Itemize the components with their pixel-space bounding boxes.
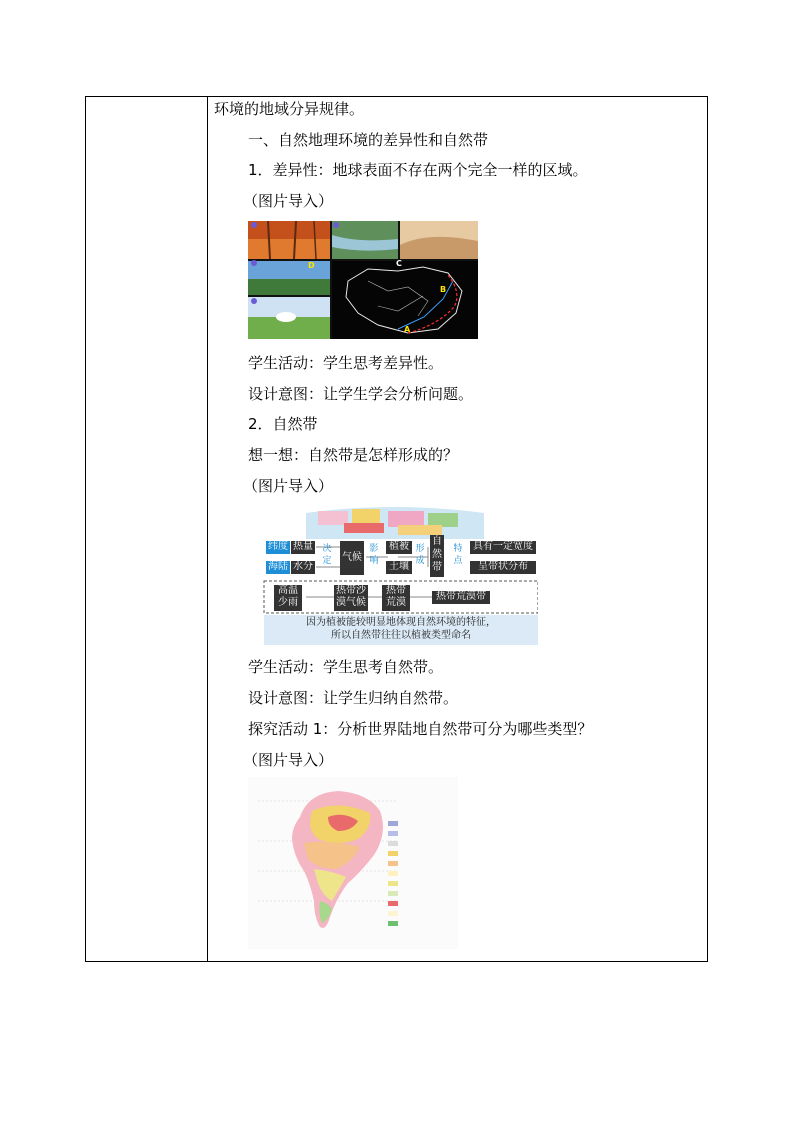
- node-land-sea: 海陆: [268, 561, 288, 572]
- text-line: 环境的地域分异规律。: [214, 100, 365, 118]
- text-line: （图片导入）: [243, 477, 334, 495]
- label-decide: 决定: [322, 544, 332, 566]
- node-hot-dry: 高温少雨: [274, 585, 302, 611]
- text-line: 想一想：自然带是怎样形成的？: [248, 446, 459, 464]
- map-label-b: B: [440, 285, 447, 294]
- label-feature: 特点: [453, 544, 463, 566]
- text-line: 探究活动 1：分析世界陆地自然带可分为哪些类型？: [248, 720, 593, 738]
- caption-line-1: 因为植被能较明显地体现自然环境的特征，: [306, 617, 496, 628]
- node-latitude: 纬度: [268, 541, 288, 552]
- text-line: （图片导入）: [243, 751, 334, 769]
- text-line: 1．差异性：地球表面不存在两个完全一样的区域。: [248, 161, 588, 179]
- text-line: 学生活动：学生思考自然带。: [248, 658, 444, 676]
- text-line: 设计意图：让学生归纳自然带。: [248, 689, 459, 707]
- node-soil: 土壤: [386, 561, 412, 574]
- node-climate: 气候: [340, 541, 364, 575]
- node-band: 呈带状分布: [470, 561, 536, 574]
- text-line: 2．自然带: [248, 415, 318, 433]
- node-natural-belt: 自然带: [430, 535, 444, 577]
- node-water: 水分: [293, 561, 313, 572]
- node-vegetation: 植被: [386, 541, 412, 554]
- map-label-d: D: [308, 261, 315, 270]
- label-influence: 影响: [369, 544, 379, 566]
- node-width: 具有一定宽度: [470, 541, 536, 554]
- natural-belt-diagram: [248, 505, 538, 645]
- south-america-belts-map: [248, 777, 458, 949]
- lesson-table: [85, 96, 708, 962]
- map-label-c: C: [396, 259, 402, 268]
- caption-line-2: 所以自然带往往以植被类型命名: [331, 630, 471, 641]
- label-form: 形成: [415, 544, 425, 566]
- node-desert-climate: 热带沙漠气候: [334, 585, 368, 611]
- text-line: 学生活动：学生思考差异性。: [248, 354, 444, 372]
- landscape-collage-image: [248, 221, 478, 339]
- left-column-cell: [86, 97, 208, 961]
- content-cell: [208, 97, 707, 961]
- node-desert-vegetation: 热带荒漠: [382, 585, 410, 611]
- text-line: （图片导入）: [243, 192, 334, 210]
- section-heading: 一、自然地理环境的差异性和自然带: [248, 131, 489, 149]
- node-desert-belt: 热带荒漠带: [432, 591, 490, 604]
- map-label-a: A: [404, 325, 411, 334]
- text-line: 设计意图：让学生学会分析问题。: [248, 385, 474, 403]
- node-heat: 热量: [293, 541, 313, 552]
